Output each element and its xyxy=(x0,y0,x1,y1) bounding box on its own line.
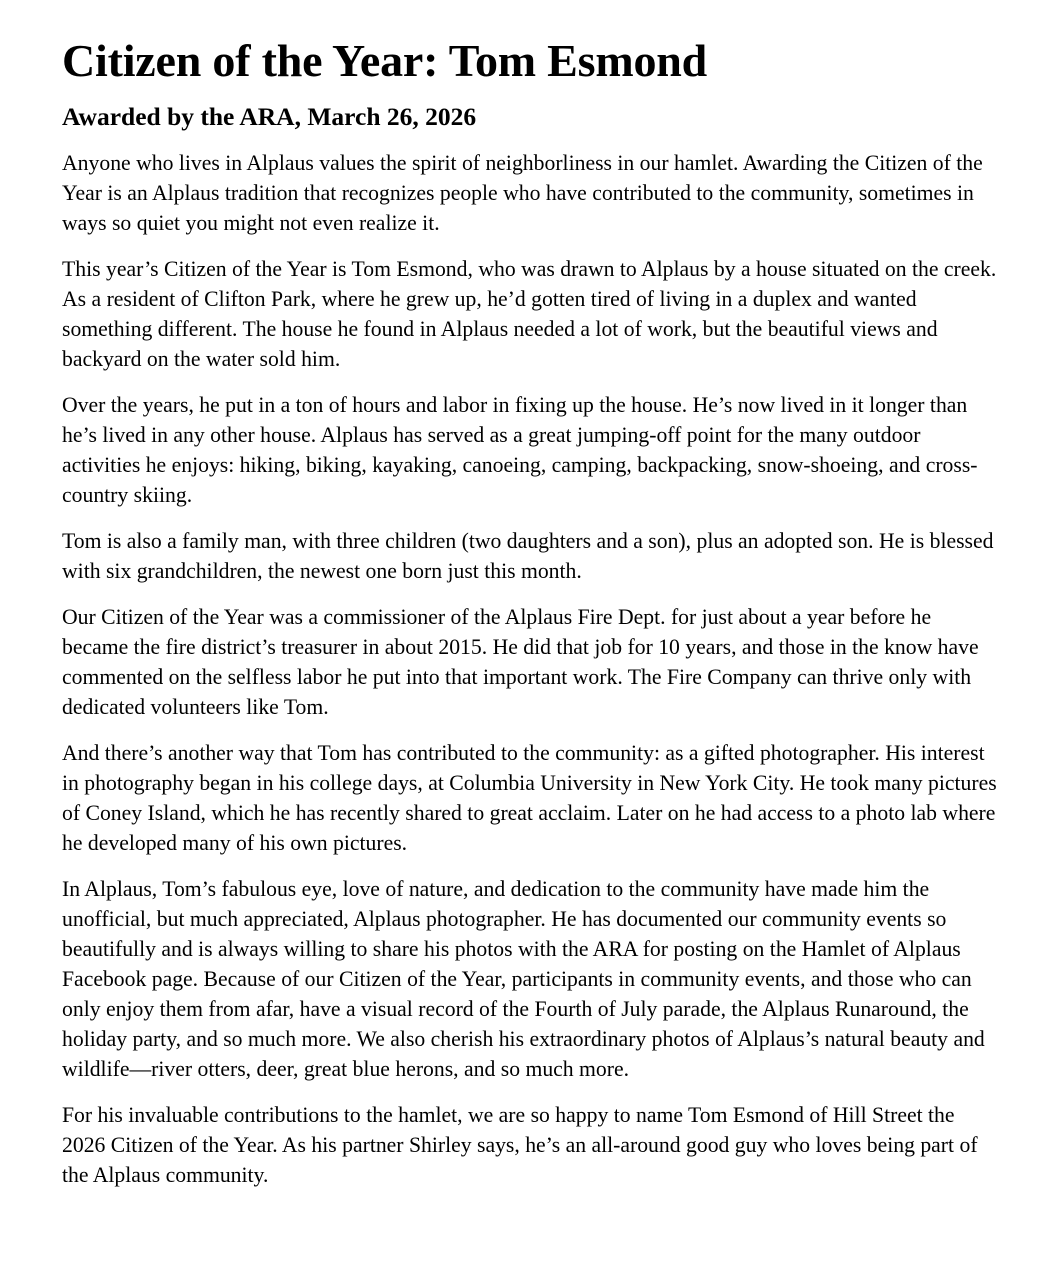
paragraph-intro: Anyone who lives in Alplaus values the spirit of neighborliness in our hamlet. Awarding the Citizen of the Year is an Alplaus tradition that recognizes people who have contributed to the community, sometimes in ways so quiet you might not even realize it. xyxy=(62,151,983,235)
paragraph-family: Tom is also a family man, with three children (two daughters and a son), plus an adopted son. He is blessed with six grandchildren, the newest one born just this month. xyxy=(62,529,994,583)
paragraph-closing: For his invaluable contributions to the hamlet, we are so happy to name Tom Esmond of Hill Street the 2026 Citizen of the Year. As his partner Shirley says, he’s an all-around good guy who loves being part of the Alplaus community. xyxy=(62,1103,978,1187)
paragraph-photography: And there’s another way that Tom has contributed to the community: as a gifted photographer. His interest in photography began in his college days, at Columbia University in New York City. He took many pictures of Coney Island, which he has recently shared to great acclaim. Later on he had access to a photo lab where he developed many of his own pictures. xyxy=(62,741,997,855)
article xyxy=(62,0,1002,1206)
page-subtitle: Awarded by the ARA, March 26, 2026 xyxy=(62,102,477,131)
paragraph-community-photographer: In Alplaus, Tom’s fabulous eye, love of nature, and dedication to the community have made him the unofficial, but much appreciated, Alplaus photographer. He has documented our community events so beautifully and is always willing to share his photos with the ARA for posting on the Hamlet of Alplaus Facebook page. Because of our Citizen of the Year, participants in community events, and those who can only enjoy them from afar, have a visual record of the Fourth of July parade, the Alplaus Runaround, the holiday party, and so much more. We also cherish his extraordinary photos of Alplaus’s natural beauty and wildlife—river otters, deer, great blue herons, and so much more. xyxy=(62,877,985,1081)
paragraph-fire-dept: Our Citizen of the Year was a commissioner of the Alplaus Fire Dept. for just about a year before he became the fire district’s treasurer in about 2015. He did that job for 10 years, and those in the know have commented on the selfless labor he put into that important work. The Fire Company can thrive only with dedicated volunteers like Tom. xyxy=(62,605,979,719)
paragraph-outdoors: Over the years, he put in a ton of hours and labor in fixing up the house. He’s now lived in it longer than he’s lived in any other house. Alplaus has served as a great jumping-off point for the many outdoor activities he enjoys: hiking, biking, kayaking, canoeing, camping, backpacking, snow-shoeing, and cross-country skiing. xyxy=(62,393,978,507)
paragraph-house: This year’s Citizen of the Year is Tom Esmond, who was drawn to Alplaus by a house situated on the creek. As a resident of Clifton Park, where he grew up, he’d gotten tired of living in a duplex and wanted something different. The house he found in Alplaus needed a lot of work, but the beautiful views and backyard on the water sold him. xyxy=(62,257,997,371)
page-title: Citizen of the Year: Tom Esmond xyxy=(62,35,708,86)
